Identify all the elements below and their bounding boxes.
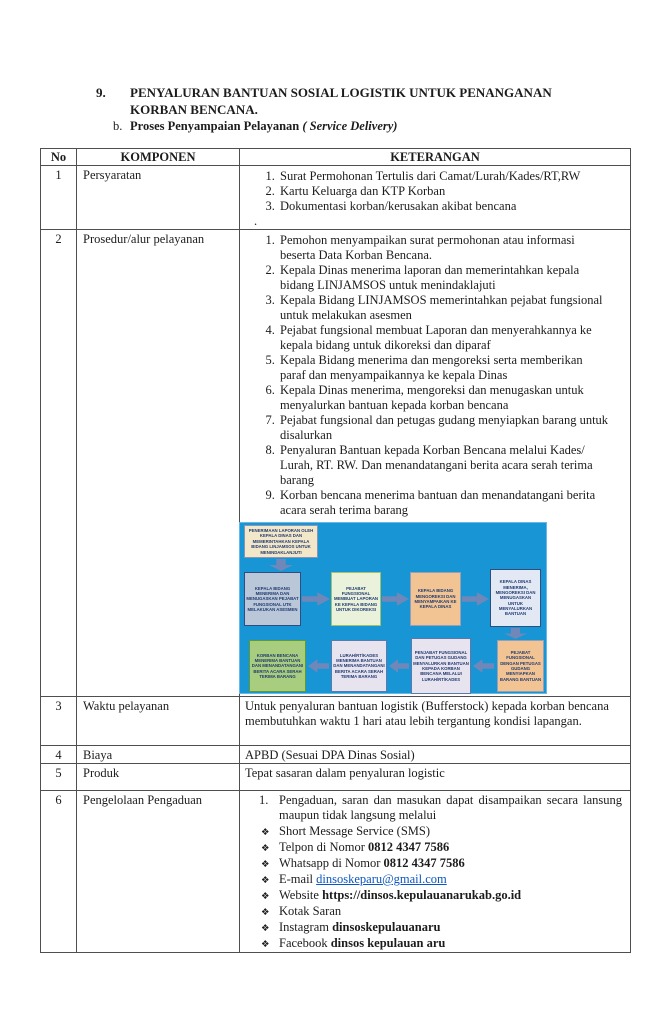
website-url: https://dinsos.kepulauanarukab.go.id [322, 888, 522, 902]
procedure-step: 3. Kepala Bidang LINJAMSOS memerintahkan pejabat fungsional untuk melakukan asesmen [278, 293, 610, 323]
flowchart-box-lurah-menerima: LURAH/RT/KADES MENERIMA BANTUAN DAN MENANDATANGANI BERITA ACARA SERAH TERIMA BARANG [331, 640, 387, 692]
channel-telpon [261, 840, 626, 856]
arrow-left-icon [473, 659, 494, 673]
procedure-step: 7. Pejabat fungsional dan petugas gudang menyiapkan barang untuk disalurkan [278, 413, 610, 443]
diamond-bullet-icon: ❖ [261, 907, 270, 918]
procedure-flowchart [239, 522, 547, 694]
subsection-title-bold: Proses Penyampaian Pelayanan [130, 119, 303, 133]
keterangan-waktu [240, 697, 631, 746]
komponen-persyaratan: Persyaratan [77, 166, 240, 230]
service-delivery-table [40, 148, 631, 953]
procedure-step: 8. Penyaluran Bantuan kepada Korban Bencana melalui Kades/ Lurah, RT. RW. Dan menandatangani berita acara serah terima barang [278, 443, 610, 488]
channel-sms [261, 824, 626, 840]
column-header-no: No [41, 149, 77, 166]
row-number: 1 [41, 166, 77, 230]
section-number: 9. [96, 85, 106, 100]
section-title-line1: PENYALURAN BANTUAN SOSIAL LOGISTIK UNTUK PENANGANAN [130, 85, 552, 100]
channel-label: Facebook [279, 936, 331, 950]
section-title [130, 84, 552, 118]
flowchart-box-korban-menerima: KORBAN BENCANA MENERIMA BANTUAN DAN MENANDATANGANI BERITA ACARA SERAH TERIMA BARANG [249, 640, 306, 692]
keterangan-biaya [240, 746, 631, 764]
requirement-item: 3. Dokumentasi korban/kerusakan akibat bencana [278, 199, 610, 214]
arrow-left-icon [389, 659, 409, 673]
instagram-handle: dinsoskepulauanaru [332, 920, 441, 934]
section-heading [96, 84, 576, 118]
diamond-bullet-icon: ❖ [261, 939, 270, 950]
row-number: 5 [41, 764, 77, 791]
channel-text [279, 872, 447, 888]
row-number: 6 [41, 791, 77, 953]
subsection-letter: b. [113, 119, 123, 133]
column-header-keterangan: KETERANGAN [240, 149, 631, 166]
channel-text [279, 920, 441, 936]
diamond-bullet-icon: ❖ [261, 923, 270, 934]
channel-text: Kotak Saran [279, 904, 342, 918]
arrow-left-icon [308, 659, 329, 673]
table-row [41, 166, 631, 230]
row-number: 3 [41, 697, 77, 746]
stray-dot: . [254, 214, 258, 228]
flowchart-box-menyiapkan-barang: PEJABAT FUNGSIONAL DENGAN PETUGAS GUDANG MENYIAPKAN BARANG BANTUAN [497, 640, 544, 692]
arrow-down-icon [269, 559, 293, 571]
komponen-prosedur: Prosedur/alur pelayanan [77, 230, 240, 697]
channel-instagram [261, 920, 626, 936]
table-row [41, 697, 631, 746]
complaint-intro [240, 793, 626, 823]
table-header-row [41, 149, 631, 166]
flowchart-box-penerimaan-laporan: PENERIMAAN LAPORAN OLEH KEPALA DINAS DAN MEMERINTAHKAN KEPALA BIDANG LINJAMSOS UNTUK MENINDAKLANJUTI [244, 525, 318, 558]
diamond-bullet-icon: ❖ [261, 891, 270, 902]
keterangan-produk [240, 764, 631, 791]
table-row [41, 746, 631, 764]
channel-label: Website [279, 888, 323, 902]
procedure-step: 1. Pemohon menyampaikan surat permohonan atau informasi beserta Data Korban Bencana. [278, 233, 610, 263]
arrow-down-icon [504, 628, 527, 639]
subsection-title [130, 118, 397, 134]
complaint-intro-text: Pengaduan, saran dan masukan dapat disampaikan secara lansung maupun tidak langsung melalui [279, 793, 622, 822]
biaya-text: APBD (Sesuai DPA Dinas Sosial) [245, 748, 415, 762]
procedure-step: 4. Pejabat fungsional membuat Laporan dan menyerahkannya ke kepala bidang untuk dikoreksi dan diparaf [278, 323, 610, 353]
channel-text: Short Message Service (SMS) [279, 824, 431, 838]
requirement-item: 2. Kartu Keluarga dan KTP Korban [278, 184, 610, 199]
channel-email [261, 872, 626, 888]
procedure-step: 9. Korban bencana menerima bantuan dan menandatangani berita acara serah terima barang [278, 488, 610, 518]
channel-whatsapp [261, 856, 626, 872]
flowchart-box-menyalurkan-bantuan: PENJABAT FUNGSIONAL DAN PETUGAS GUDANG MENYALURKAN BANTUAN KEPADA KORBAN BENCANA MELALUI LURAH/RT/KADES [411, 638, 471, 694]
diamond-bullet-icon: ❖ [261, 843, 270, 854]
complaint-channels-list [240, 824, 626, 952]
procedure-list [240, 233, 626, 518]
phone-number: 0812 4347 7586 [368, 840, 450, 854]
section-title-line2: KORBAN BENCANA. [130, 102, 258, 117]
channel-text [279, 936, 445, 952]
keterangan-prosedur [240, 230, 631, 697]
channel-label: Telpon di Nomor [279, 840, 369, 854]
channel-website [261, 888, 626, 904]
channel-text [279, 840, 449, 856]
komponen-pengaduan: Pengelolaan Pengaduan [77, 791, 240, 953]
keterangan-persyaratan [240, 166, 631, 230]
requirement-item: 1. Surat Permohonan Tertulis dari Camat/Lurah/Kades/RT,RW [278, 169, 610, 184]
channel-facebook [261, 936, 626, 952]
komponen-produk: Produk [77, 764, 240, 791]
flowchart-box-kepala-dinas-menugaskan: KEPALA DINAS MENERIMA, MENGOREKSI DAN MENUGASKAN UNTUK MENYALURKAN BANTUAN [490, 569, 541, 627]
channel-kotak-saran [261, 904, 626, 920]
subsection-heading [113, 118, 397, 134]
komponen-biaya: Biaya [77, 746, 240, 764]
channel-label: E-mail [279, 872, 317, 886]
email-link[interactable]: dinsoskeparu@gmail.com [316, 872, 447, 886]
diamond-bullet-icon: ❖ [261, 859, 270, 870]
complaint-intro-number: 1. [259, 793, 269, 807]
table-row [41, 791, 631, 953]
procedure-step: 6. Kepala Dinas menerima, mengoreksi dan menugaskan untuk menyalurkan bantuan kepada korban bencana [278, 383, 610, 413]
row-number: 4 [41, 746, 77, 764]
procedure-step: 5. Kepala Bidang menerima dan mengoreksi serta memberikan paraf dan menyampaikannya ke kepala Dinas [278, 353, 610, 383]
waktu-text: Untuk penyaluran bantuan logistik (Bufferstock) kepada korban bencana membutuhkan waktu 1 hari atau lebih tergantung kondisi lapangan. [245, 699, 609, 728]
facebook-name: dinsos kepulauan aru [330, 936, 446, 950]
row-number: 2 [41, 230, 77, 697]
table-row [41, 764, 631, 791]
column-header-komponen: KOMPONEN [77, 149, 240, 166]
channel-text [279, 888, 521, 904]
requirements-list [240, 169, 626, 214]
produk-text: Tepat sasaran dalam penyaluran logistic [245, 766, 445, 780]
procedure-step: 2. Kepala Dinas menerima laporan dan memerintahkan kepala bidang LINJAMSOS untuk menindaklajuti [278, 263, 610, 293]
arrow-right-icon [302, 592, 330, 606]
komponen-waktu: Waktu pelayanan [77, 697, 240, 746]
diamond-bullet-icon: ❖ [261, 875, 270, 886]
flowchart-box-pejabat-membuat-laporan: PEJABAT FUNGSIONAL MEMBUAT LAPORAN KE KEPALA BIDANG UNTUK DIKOREKSI [331, 572, 381, 626]
arrow-right-icon [462, 592, 489, 606]
whatsapp-number: 0812 4347 7586 [383, 856, 465, 870]
flowchart-box-kepala-bidang-mengoreksi: KEPALA BIDANG MENGOREKSI DAN MENYAMPAIKAN KE KEPALA DINAS [410, 572, 461, 626]
subsection-title-italic: ( Service Delivery) [302, 119, 398, 133]
channel-label: Instagram [279, 920, 333, 934]
channel-label: Whatsapp di Nomor [279, 856, 384, 870]
keterangan-pengaduan [240, 791, 631, 953]
table-row [41, 230, 631, 697]
diamond-bullet-icon: ❖ [261, 827, 270, 838]
channel-text [279, 856, 465, 872]
flowchart-box-kepala-bidang-menugaskan: KEPALA BIDANG MENERIMA DAN MENUGASKAN PEJABAT FUNGSIONAL UTK MELAKUKAN ASESMEN [244, 572, 301, 626]
arrow-right-icon [382, 592, 409, 606]
